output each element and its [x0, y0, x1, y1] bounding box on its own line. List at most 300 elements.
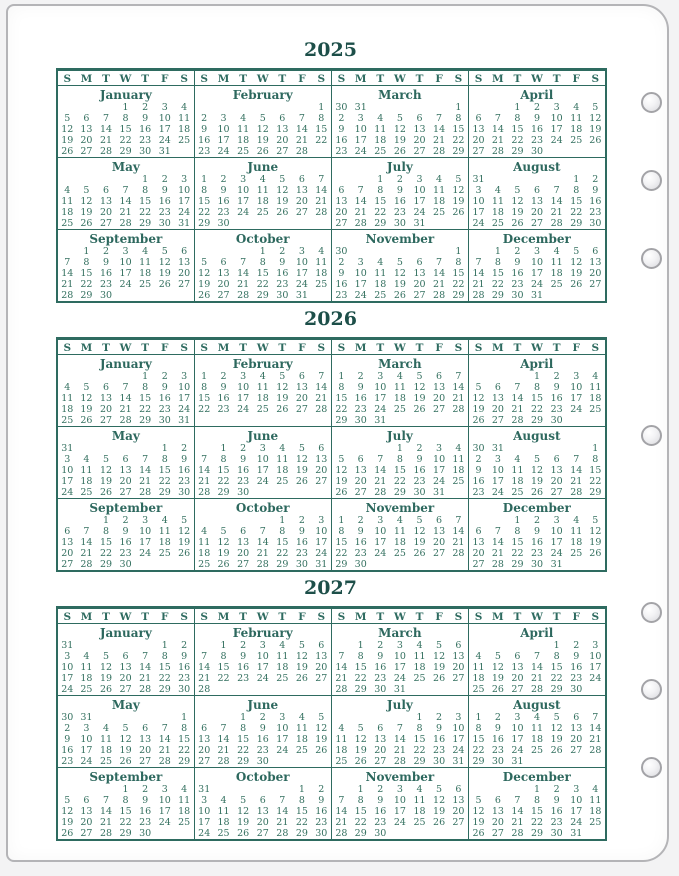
date-cell: 23: [119, 548, 132, 559]
date-cell: 10: [178, 185, 191, 196]
date-cell: 18: [468, 673, 488, 684]
date-cell: 14: [139, 662, 152, 673]
date-cell: 21: [550, 207, 563, 218]
day-header-cell: S: [586, 339, 606, 355]
month-name: April: [468, 624, 605, 641]
date-cell: 17: [570, 393, 583, 404]
date-cell: 28: [589, 745, 602, 756]
date-cell: 22: [99, 548, 113, 559]
date-cell: 4: [416, 640, 423, 651]
date-cell: 21: [511, 817, 524, 828]
date-cell: 11: [511, 465, 524, 476]
date-cell: 5: [64, 795, 71, 806]
date-cell: 12: [295, 651, 308, 662]
date-cell: 23: [331, 146, 351, 158]
date-cell: 18: [276, 465, 289, 476]
date-cell: 19: [80, 404, 93, 415]
date-cell: 24: [256, 476, 269, 487]
date-cell: 15: [80, 268, 93, 279]
month-name: July: [331, 158, 468, 175]
date-cell: 16: [570, 662, 583, 673]
date-cell: 12: [589, 526, 602, 537]
day-header-cell: T: [508, 339, 528, 355]
date-cell: [547, 174, 567, 185]
date-cell: 20: [433, 537, 446, 548]
date-cell: 24: [158, 135, 171, 146]
date-cell: 20: [413, 135, 426, 146]
date-cell: 6: [468, 113, 488, 124]
date-cell: [175, 290, 195, 302]
date-cell: 16: [194, 135, 214, 146]
date-cell: 24: [217, 146, 230, 157]
date-cell: 29: [194, 218, 214, 230]
date-cell: 13: [413, 124, 426, 135]
date-cell: [351, 443, 371, 454]
date-cell: 14: [315, 185, 328, 196]
date-cell: 1: [534, 371, 541, 382]
date-cell: 3: [181, 174, 188, 185]
date-cell: 22: [531, 817, 544, 828]
day-header-cell: W: [390, 339, 410, 355]
date-cell: 4: [298, 712, 305, 723]
date-cell: 31: [315, 559, 328, 570]
date-cell: 28: [468, 290, 488, 302]
date-cell: 12: [119, 734, 132, 745]
date-cell: 4: [396, 371, 403, 382]
date-cell: [273, 102, 293, 113]
date-cell: 27: [570, 745, 583, 756]
date-cell: 20: [217, 279, 230, 290]
date-cell: [96, 443, 116, 454]
date-cell: 15: [217, 465, 230, 476]
date-cell: 20: [61, 548, 74, 559]
year-calendar-2025: [56, 68, 605, 303]
date-cell: [586, 684, 606, 696]
date-cell: 10: [570, 795, 583, 806]
date-cell: [410, 415, 430, 427]
date-cell: 28: [158, 756, 171, 767]
month-name: January: [57, 355, 194, 372]
date-cell: 23: [393, 207, 406, 218]
date-cell: 17: [256, 465, 269, 476]
binder-hole: [641, 248, 662, 269]
date-cell: 30: [237, 487, 250, 498]
date-cell: 3: [416, 174, 423, 185]
date-cell: 4: [592, 371, 599, 382]
date-cell: 22: [276, 548, 289, 559]
date-cell: 8: [514, 113, 521, 124]
date-cell: 11: [61, 196, 74, 207]
date-cell: 11: [531, 723, 544, 734]
date-cell: 21: [139, 476, 152, 487]
date-cell: 21: [433, 279, 446, 290]
date-cell: 26: [468, 415, 488, 427]
date-cell: 18: [570, 124, 583, 135]
date-cell: [312, 756, 332, 768]
date-cell: 1: [181, 712, 188, 723]
date-cell: 4: [331, 723, 351, 734]
date-cell: 14: [276, 806, 289, 817]
date-cell: 23: [531, 548, 544, 559]
date-cell: 6: [377, 723, 384, 734]
date-cell: 18: [589, 393, 602, 404]
date-cell: 24: [589, 673, 602, 684]
date-cell: 25: [531, 745, 544, 756]
date-cell: 7: [64, 257, 71, 268]
date-cell: 9: [357, 526, 364, 537]
date-cell: 15: [139, 196, 152, 207]
date-cell: 27: [119, 487, 132, 498]
date-cell: 19: [178, 537, 191, 548]
date-cell: 21: [331, 817, 351, 828]
date-cell: 7: [161, 723, 168, 734]
date-cell: 15: [413, 734, 426, 745]
date-cell: 23: [511, 279, 524, 290]
date-cell: 17: [413, 196, 426, 207]
date-cell: 31: [433, 487, 446, 498]
date-cell: 1: [279, 515, 286, 526]
date-cell: 15: [158, 662, 171, 673]
date-cell: [566, 415, 586, 427]
date-cell: [566, 290, 586, 302]
date-cell: 5: [298, 443, 305, 454]
date-cell: 29: [178, 756, 191, 767]
date-cell: [77, 515, 97, 526]
date-cell: 2: [142, 102, 149, 113]
calendar-grid-2026: [56, 337, 607, 572]
date-cell: 24: [276, 745, 289, 756]
date-cell: 5: [455, 174, 462, 185]
date-cell: 4: [220, 795, 227, 806]
date-cell: 14: [452, 526, 465, 537]
date-cell: 29: [550, 684, 563, 695]
date-cell: 15: [276, 537, 289, 548]
date-cell: 11: [413, 795, 426, 806]
date-cell: 29: [570, 218, 583, 229]
date-cell: 11: [491, 196, 504, 207]
date-cell: 11: [413, 651, 426, 662]
date-cell: [292, 102, 312, 113]
date-cell: 13: [139, 734, 152, 745]
date-cell: 26: [119, 756, 132, 767]
date-cell: 2: [161, 174, 168, 185]
date-cell: 18: [80, 673, 93, 684]
date-cell: 22: [139, 207, 152, 218]
date-cell: [194, 515, 214, 526]
day-header-cell: W: [253, 608, 273, 624]
date-cell: 23: [468, 487, 488, 499]
date-cell: 22: [589, 476, 602, 487]
date-cell: 15: [374, 196, 387, 207]
date-cell: 21: [139, 673, 152, 684]
date-cell: 15: [491, 268, 504, 279]
date-cell: 28: [433, 290, 446, 301]
date-cell: 31: [491, 443, 504, 454]
date-cell: 2: [534, 515, 541, 526]
date-cell: 8: [220, 454, 227, 465]
date-cell: 6: [436, 515, 443, 526]
date-cell: 9: [436, 723, 443, 734]
year-title-2026: 2026: [304, 308, 357, 330]
date-cell: 15: [237, 734, 250, 745]
date-cell: 7: [318, 371, 325, 382]
date-cell: 6: [318, 443, 325, 454]
date-cell: 27: [452, 817, 465, 828]
date-cell: 17: [393, 662, 406, 673]
date-cell: 16: [61, 745, 74, 756]
date-cell: [410, 246, 430, 257]
date-cell: 4: [416, 784, 423, 795]
date-cell: 8: [122, 113, 129, 124]
day-header-cell: T: [273, 339, 293, 355]
date-cell: 26: [393, 290, 406, 301]
date-cell: [233, 515, 253, 526]
date-cell: 23: [550, 404, 563, 415]
date-cell: 19: [295, 662, 308, 673]
date-cell: 15: [531, 806, 544, 817]
date-cell: 6: [298, 174, 305, 185]
date-cell: 7: [377, 454, 384, 465]
date-cell: 26: [531, 487, 544, 498]
day-header-cell: S: [175, 339, 195, 355]
date-cell: 16: [550, 806, 563, 817]
date-cell: 3: [553, 102, 560, 113]
date-cell: 16: [139, 124, 152, 135]
date-cell: [77, 102, 97, 113]
date-cell: 25: [393, 404, 406, 415]
date-cell: 14: [589, 723, 602, 734]
date-cell: 13: [119, 662, 132, 673]
date-cell: 24: [468, 218, 488, 230]
date-cell: 5: [259, 113, 266, 124]
date-cell: 8: [396, 454, 403, 465]
day-header-cell: M: [77, 70, 97, 86]
date-cell: 1: [83, 246, 90, 257]
date-cell: 16: [433, 734, 446, 745]
day-header-cell: W: [527, 339, 547, 355]
date-cell: 23: [374, 673, 387, 684]
date-cell: 21: [119, 207, 132, 218]
date-cell: 9: [396, 185, 403, 196]
date-cell: 18: [511, 476, 524, 487]
date-cell: 16: [354, 393, 367, 404]
date-cell: 8: [357, 651, 364, 662]
date-cell: [586, 828, 606, 840]
date-cell: 2: [194, 113, 214, 124]
date-cell: 9: [592, 185, 599, 196]
month-name: December: [468, 230, 605, 247]
date-cell: 28: [452, 548, 465, 559]
date-cell: 3: [122, 246, 129, 257]
date-cell: 13: [531, 196, 544, 207]
date-cell: 20: [570, 734, 583, 745]
date-cell: 1: [534, 784, 541, 795]
date-cell: 3: [240, 174, 247, 185]
date-cell: 8: [279, 526, 286, 537]
day-header-cell: S: [194, 70, 214, 86]
date-cell: 26: [468, 828, 488, 840]
date-cell: [96, 371, 116, 382]
date-cell: 26: [80, 415, 93, 426]
date-cell: 31: [393, 684, 406, 695]
month-name: October: [194, 499, 331, 516]
date-cell: 9: [573, 651, 580, 662]
date-cell: 19: [354, 745, 367, 756]
date-cell: 2: [181, 443, 188, 454]
date-cell: 26: [158, 279, 171, 290]
date-cell: 19: [570, 268, 583, 279]
date-cell: 22: [550, 673, 563, 684]
date-cell: 25: [276, 673, 289, 684]
date-cell: 30: [139, 828, 152, 839]
date-cell: 24: [393, 817, 406, 828]
date-cell: [155, 290, 175, 302]
date-cell: 24: [237, 207, 250, 218]
date-cell: 14: [491, 124, 504, 135]
date-cell: 23: [589, 207, 602, 218]
date-cell: 25: [217, 828, 230, 839]
date-cell: 5: [240, 795, 247, 806]
date-cell: 8: [468, 723, 488, 734]
date-cell: [312, 487, 332, 499]
date-cell: 20: [256, 817, 269, 828]
date-cell: 29: [413, 756, 426, 767]
date-cell: 25: [276, 476, 289, 487]
date-cell: 26: [194, 290, 214, 302]
date-cell: 24: [491, 487, 504, 498]
date-cell: 20: [119, 476, 132, 487]
binder-hole: [641, 425, 662, 446]
date-cell: [273, 756, 293, 768]
date-cell: 28: [217, 756, 230, 767]
month-name: June: [194, 427, 331, 444]
date-cell: 17: [178, 196, 191, 207]
date-cell: 19: [295, 465, 308, 476]
date-cell: 28: [315, 207, 328, 218]
date-cell: 6: [455, 640, 462, 651]
date-cell: 5: [494, 651, 501, 662]
date-cell: 21: [393, 745, 406, 756]
date-cell: [390, 559, 410, 571]
date-cell: 3: [396, 784, 403, 795]
date-cell: [253, 218, 273, 230]
date-cell: 10: [158, 795, 171, 806]
date-cell: 16: [354, 537, 367, 548]
date-cell: 31: [570, 828, 583, 839]
date-cell: 16: [178, 662, 191, 673]
date-cell: 12: [194, 268, 214, 279]
date-cell: 27: [531, 218, 544, 229]
date-cell: 28: [570, 487, 583, 498]
date-cell: 1: [331, 371, 351, 382]
date-cell: 9: [259, 723, 266, 734]
date-cell: 30: [374, 684, 387, 695]
date-cell: 4: [102, 723, 109, 734]
date-cell: 12: [256, 124, 269, 135]
date-cell: 19: [433, 806, 446, 817]
date-cell: 23: [256, 745, 269, 756]
date-cell: 18: [178, 806, 191, 817]
date-cell: 7: [122, 382, 129, 393]
date-cell: 19: [589, 537, 602, 548]
date-cell: 28: [433, 146, 446, 157]
date-cell: 24: [237, 404, 250, 415]
date-cell: [410, 684, 430, 696]
day-header-cell: S: [586, 608, 606, 624]
day-header-cell: S: [449, 70, 469, 86]
date-cell: 27: [491, 415, 504, 426]
date-cell: [96, 784, 116, 795]
date-cell: 16: [531, 537, 544, 548]
month-name: November: [331, 499, 468, 516]
date-cell: 14: [550, 196, 563, 207]
calendar-grid-2025: [56, 68, 607, 303]
date-cell: 20: [452, 806, 465, 817]
date-cell: 20: [491, 404, 504, 415]
date-cell: 22: [119, 817, 132, 828]
date-cell: 30: [119, 559, 132, 570]
date-cell: 26: [80, 218, 93, 229]
date-cell: 23: [178, 476, 191, 487]
date-cell: 27: [256, 828, 269, 839]
date-cell: 7: [142, 651, 149, 662]
date-cell: 18: [452, 465, 465, 476]
date-cell: 17: [158, 124, 171, 135]
date-cell: 19: [550, 734, 563, 745]
date-cell: 14: [491, 537, 504, 548]
date-cell: 3: [514, 712, 521, 723]
date-cell: 21: [531, 673, 544, 684]
date-cell: 9: [357, 382, 364, 393]
date-cell: 13: [468, 124, 488, 135]
date-cell: 20: [276, 135, 289, 146]
date-cell: 21: [99, 817, 113, 828]
date-cell: 18: [570, 537, 583, 548]
date-cell: 5: [416, 371, 423, 382]
date-cell: 26: [354, 756, 367, 767]
date-cell: 3: [279, 712, 286, 723]
date-cell: 25: [61, 218, 74, 229]
month-name: September: [57, 499, 194, 516]
date-cell: 29: [158, 684, 171, 695]
date-cell: [488, 515, 508, 526]
date-cell: 1: [468, 712, 488, 723]
month-name: February: [194, 624, 331, 641]
date-cell: 14: [315, 382, 328, 393]
date-cell: 17: [354, 279, 367, 290]
date-cell: [488, 174, 508, 185]
date-cell: 12: [570, 257, 583, 268]
date-cell: 26: [331, 487, 351, 499]
date-cell: [508, 371, 528, 382]
date-cell: 13: [354, 465, 367, 476]
date-cell: 11: [393, 526, 406, 537]
date-cell: 20: [491, 817, 504, 828]
date-cell: 5: [161, 246, 168, 257]
date-cell: 12: [237, 806, 250, 817]
date-cell: 18: [178, 124, 191, 135]
date-cell: 21: [589, 734, 602, 745]
date-cell: 9: [279, 257, 286, 268]
date-cell: 19: [413, 393, 426, 404]
date-cell: 11: [468, 662, 488, 673]
date-cell: [312, 290, 332, 302]
date-cell: 27: [237, 559, 250, 570]
date-cell: 26: [276, 207, 289, 218]
date-cell: 10: [194, 806, 214, 817]
date-cell: [508, 443, 528, 454]
date-cell: 19: [61, 135, 74, 146]
